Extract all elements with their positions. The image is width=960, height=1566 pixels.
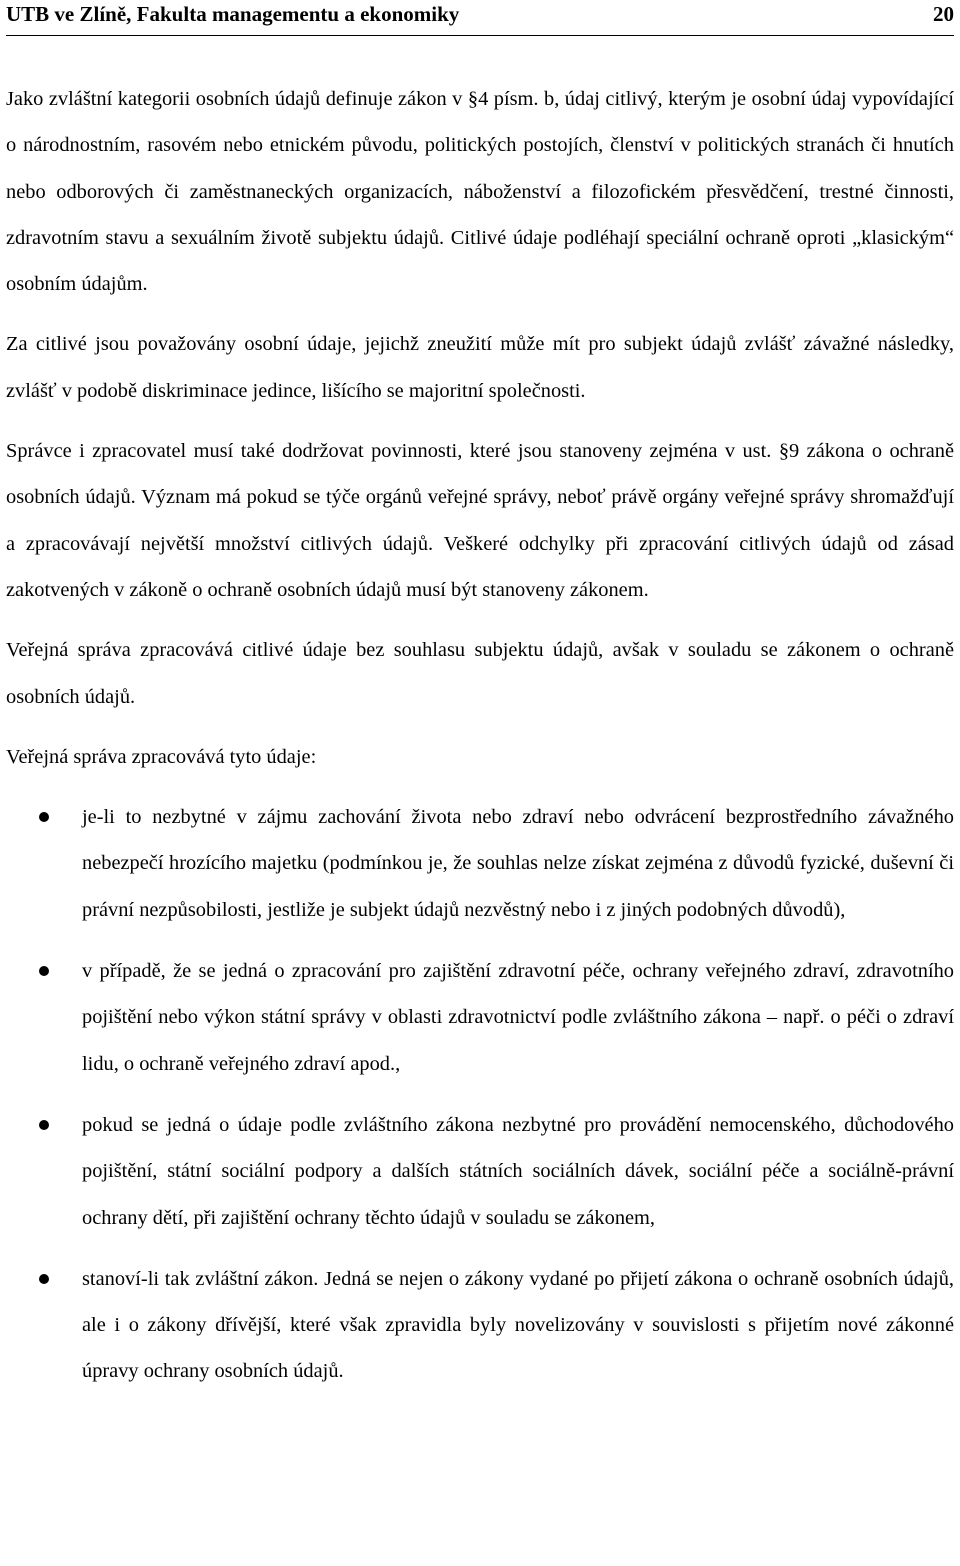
bullet-icon: [39, 1120, 49, 1130]
list-item: [6, 1102, 954, 1241]
bullet-icon: [39, 1274, 49, 1284]
paragraph-public-administration-processing: Veřejná správa zpracovává citlivé údaje bez souhlasu subjektu údajů, avšak v souladu se zákonem o ochraně osobních údajů.: [6, 639, 954, 708]
list-item-text: stanoví-li tak zvláštní zákon. Jedná se nejen o zákony vydané po přijetí zákona o ochraně osobních údajů, ale i o zákony dřívější, které však zpravidla byly novelizovány v souvislosti s přijetím nové zákonné úpravy ochrany osobních údajů.: [82, 1267, 954, 1383]
paragraph-sensitive-data-consequences: Za citlivé jsou považovány osobní údaje, jejichž zneužití může mít pro subjekt údajů zvlášť závažné následky, zvlášť v podobě diskriminace jedince, lišícího se majoritní společnosti.: [6, 333, 954, 402]
bullet-icon: [39, 812, 49, 822]
bullet-icon: [39, 966, 49, 976]
page-header: [6, 0, 954, 36]
header-title: UTB ve Zlíně, Fakulta managementu a ekonomiky: [6, 2, 460, 26]
paragraph-controller-obligations: Správce i zpracovatel musí také dodržovat povinnosti, které jsou stanoveny zejména v ust. §9 zákona o ochraně osobních údajů. Význam má pokud se týče orgánů veřejné správy, neboť právě orgány veřejné správy shromažďují a zpracovávají největší množství citlivých údajů. Veškeré odchylky při zpracování citlivých údajů od zásad zakotvených v zákoně o ochraně osobních údajů musí být stanoveny zákonem.: [6, 440, 954, 601]
paragraph-list-intro: Veřejná správa zpracovává tyto údaje:: [6, 745, 317, 768]
page-content: [6, 36, 954, 1395]
page-number: 20: [933, 2, 954, 26]
list-item-text: v případě, že se jedná o zpracování pro zajištění zdravotní péče, ochrany veřejného zdraví, zdravotního pojištění nebo výkon státní správy v oblasti zdravotnictví podle zvláštního zákona – např. o péči o zdraví lidu, o ochraně veřejného zdraví apod.,: [82, 960, 954, 1075]
list-item-text: pokud se jedná o údaje podle zvláštního zákona nezbytné pro provádění nemocenského, důchodového pojištění, státní sociální podpory a dalších státních sociálních dávek, sociální péče a sociálně-právní ochrany dětí, při zajištění ochrany těchto údajů v souladu se zákonem,: [82, 1113, 954, 1229]
list-item: [6, 948, 954, 1087]
list-item: [6, 1256, 954, 1395]
bullet-list: [6, 794, 954, 1395]
list-item: [6, 794, 954, 933]
paragraph-sensitive-data-definition: Jako zvláštní kategorii osobních údajů definuje zákon v §4 písm. b, údaj citlivý, kterým je osobní údaj vypovídající o národnostním, rasovém nebo etnickém původu, politických postojích, členství v politických stranách či hnutích nebo odborových či zaměstnaneckých organizacích, náboženství a filozofickém přesvědčení, trestné činnosti, zdravotním stavu a sexuálním životě subjektu údajů. Citlivé údaje podléhají speciální ochraně oproti „klasickým“ osobním údajům.: [6, 88, 954, 296]
list-item-text: je-li to nezbytné v zájmu zachování života nebo zdraví nebo odvrácení bezprostředního závažného nebezpečí hrozícího majetku (podmínkou je, že souhlas nelze získat zejména z důvodů fyzické, duševní či právní nezpůsobilosti, jestliže je subjekt údajů nezvěstný nebo i z jiných podobných důvodů),: [82, 806, 954, 921]
